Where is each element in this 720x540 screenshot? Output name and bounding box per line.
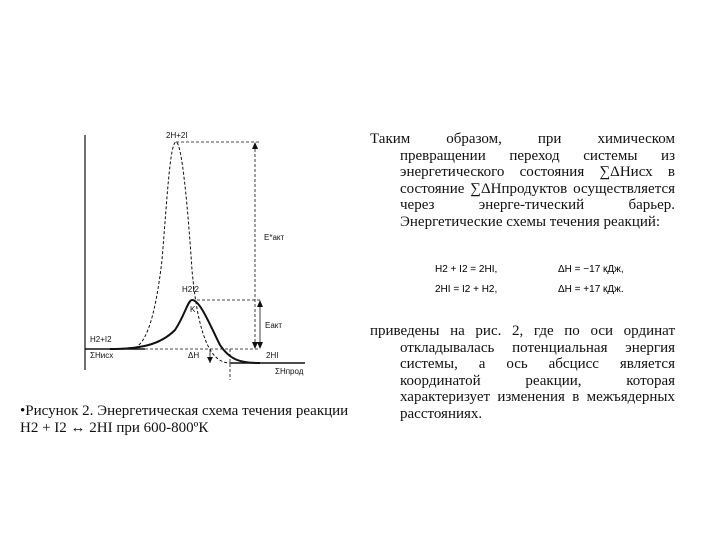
e-star-arrowhead-bottom [252,342,258,349]
paragraph-2-body: откладывалась потенциальная энергия системы, а ось абсцисс является координатой реакции, которая характеризует изменения в межъядерных расстояниях. [400,339,675,422]
equation-2-right: ΔH = +17 кДж. [558,284,624,295]
label-dh: ΔH [188,351,200,360]
equation-2-left: 2HI = I2 + H2, [435,284,498,295]
energy-diagram [70,120,330,390]
paragraph-2 [370,323,675,422]
reaction-equations [430,260,670,300]
label-complex: H2I2 [182,285,199,294]
label-reactants: H2+I2 [90,335,112,344]
equation-1-left: H2 + I2 = 2HI, [435,264,498,275]
figure-caption [20,403,360,437]
paragraph-2-first-line: приведены на рис. 2, где по оси ординат [370,323,675,339]
label-dh-reactants: ΣHисх [90,351,114,360]
dh-arrowhead [207,357,213,363]
caption-bullet: • [20,403,26,419]
paragraph-1-first-line: Таким образом, при химическом [370,131,675,147]
label-top: 2H+2I [166,131,188,140]
label-complex-k: K [190,305,196,314]
e-act-arrowhead-bottom [257,342,263,349]
e-act-arrowhead-top [257,300,263,307]
paragraph-1-body: превращении переход системы из энергетического состояния ∑ΔHисх в состояние ∑ΔHпродуктов осуществляется через энерге-тический барьер. Энергетические схемы течения реакций: [400,147,675,230]
label-dh-products: ΣHпрод [275,367,304,376]
e-star-arrowhead-top [252,142,258,149]
caption-text: Рисунок 2. Энергетическая схема течения реакции H2 + I2 ↔ 2HI при 600-800ºК [20,403,349,436]
equation-1-right: ΔH = −17 кДж, [558,264,624,275]
label-products: 2HI [266,351,279,360]
catalyzed-curve [110,300,260,363]
label-e-act: Eакт [265,321,283,330]
paragraph-1 [370,131,675,230]
label-e-star: E*акт [264,233,285,242]
uncatalyzed-curve [130,142,230,363]
